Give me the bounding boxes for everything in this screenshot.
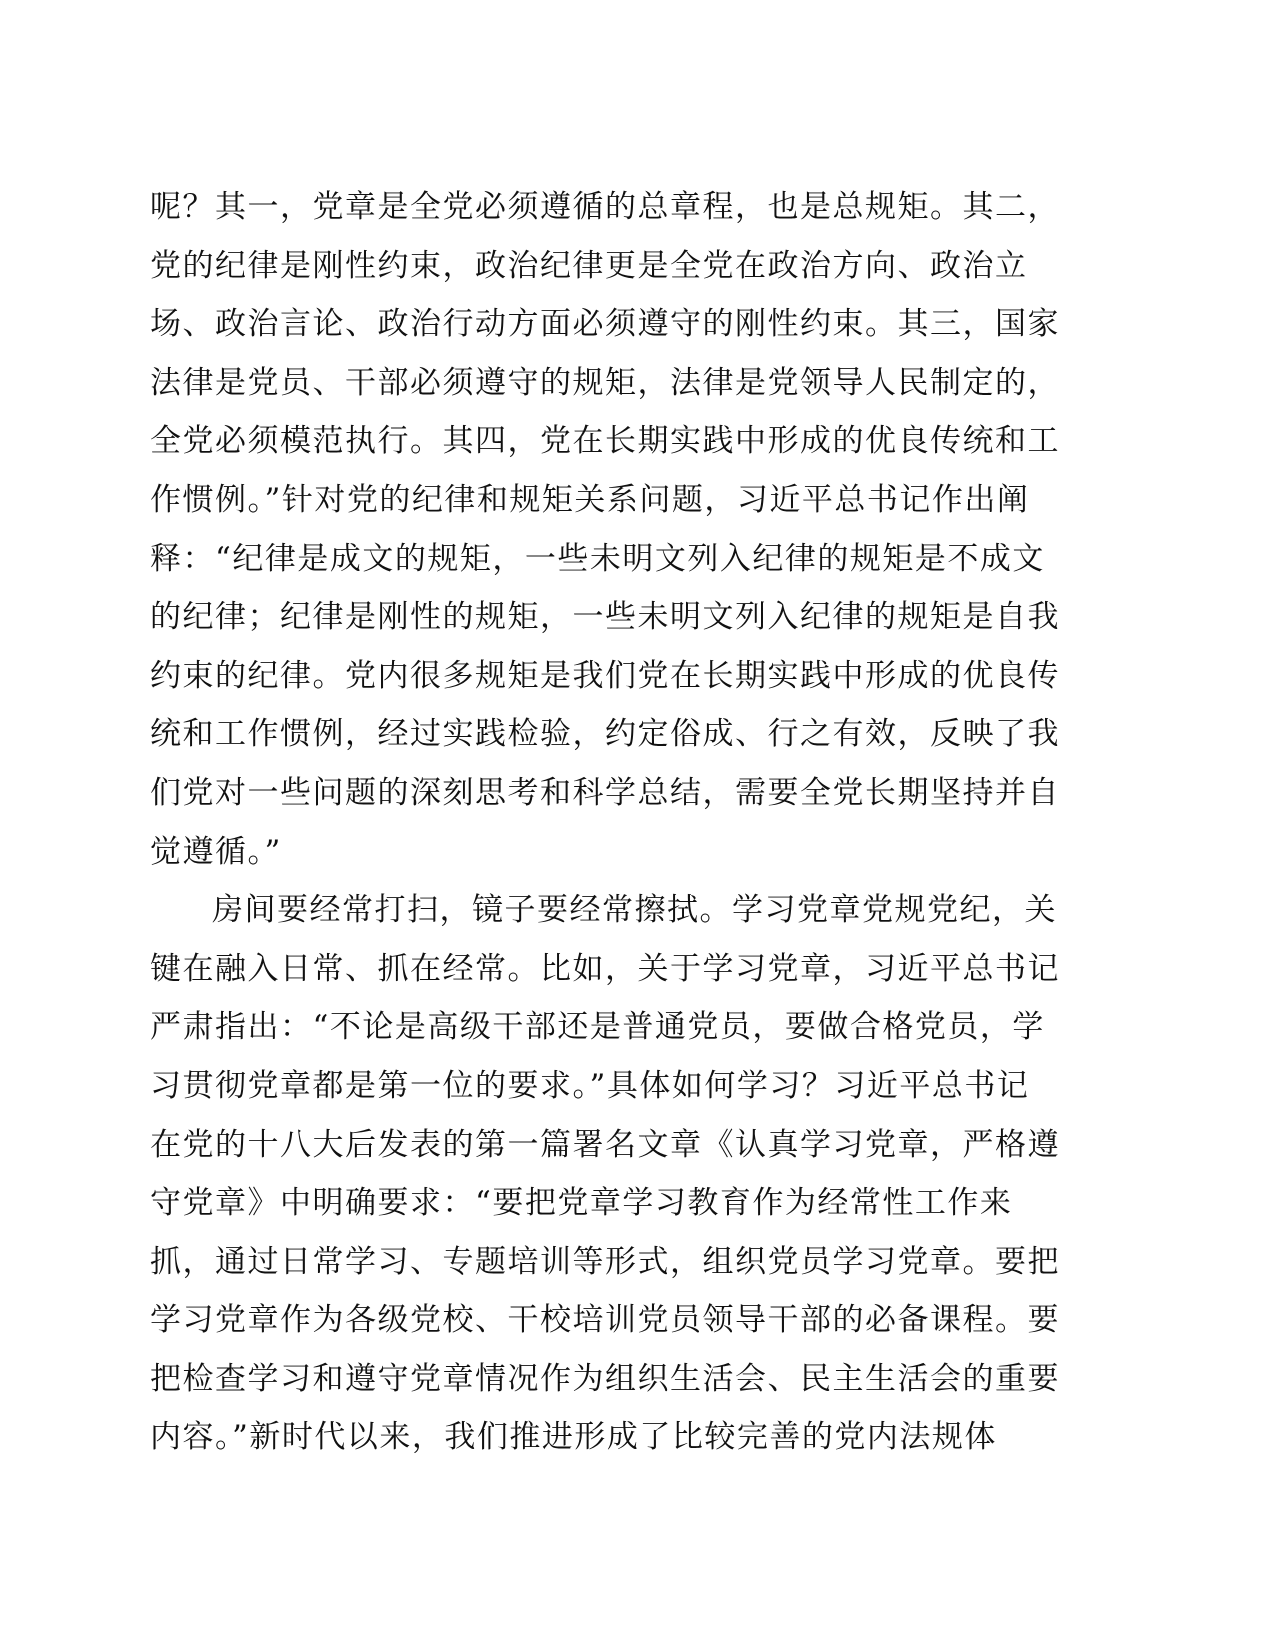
text-line: 守党章》中明确要求：“要把党章学习教育作为经常性工作来: [150, 1185, 1013, 1222]
text-line: 觉遵循。”: [150, 833, 282, 870]
text-line: 全党必须模范执行。其四，党在长期实践中形成的优良传统和工: [150, 423, 1060, 460]
text-line: 抓，通过日常学习、专题培训等形式，组织党员学习党章。要把: [150, 1243, 1060, 1280]
paragraph-start-line: 房间要经常打扫，镜子要经常擦拭。学习党章党规党纪，关: [212, 892, 1057, 929]
text-line: 把检查学习和遵守党章情况作为组织生活会、民主生活会的重要: [150, 1360, 1060, 1397]
text-line: 严肃指出：“不论是高级干部还是普通党员，要做合格党员，学: [150, 1009, 1045, 1046]
text-line: 作惯例。”针对党的纪律和规矩关系问题，习近平总书记作出阐: [150, 481, 1030, 518]
text-line: 法律是党员、干部必须遵守的规矩，法律是党领导人民制定的，: [150, 364, 1060, 401]
text-line: 的纪律；纪律是刚性的规矩，一些未明文列入纪律的规矩是自我: [150, 599, 1060, 636]
text-line: 内容。”新时代以来，我们推进形成了比较完善的党内法规体: [150, 1419, 997, 1456]
text-line: 约束的纪律。党内很多规矩是我们党在长期实践中形成的优良传: [150, 657, 1060, 694]
text-line: 统和工作惯例，经过实践检验，约定俗成、行之有效，反映了我: [150, 716, 1060, 753]
text-line: 键在融入日常、抓在经常。比如，关于学习党章，习近平总书记: [150, 950, 1060, 987]
text-line: 呢？其一，党章是全党必须遵循的总章程，也是总规矩。其二，: [150, 189, 1060, 225]
text-line: 党的纪律是刚性约束，政治纪律更是全党在政治方向、政治立: [150, 247, 1028, 284]
body-text: [150, 178, 1060, 1467]
text-line: 在党的十八大后发表的第一篇署名文章《认真学习党章，严格遵: [150, 1126, 1060, 1163]
text-line: 学习党章作为各级党校、干校培训党员领导干部的必备课程。要: [150, 1302, 1060, 1339]
text-line: 场、政治言论、政治行动方面必须遵守的刚性约束。其三，国家: [150, 306, 1060, 343]
text-line: 释：“纪律是成文的规矩，一些未明文列入纪律的规矩是不成文: [150, 540, 1045, 577]
text-line: 们党对一些问题的深刻思考和科学总结，需要全党长期坚持并自: [150, 774, 1060, 811]
text-line: 习贯彻党章都是第一位的要求。”具体如何学习？习近平总书记: [150, 1067, 1030, 1104]
